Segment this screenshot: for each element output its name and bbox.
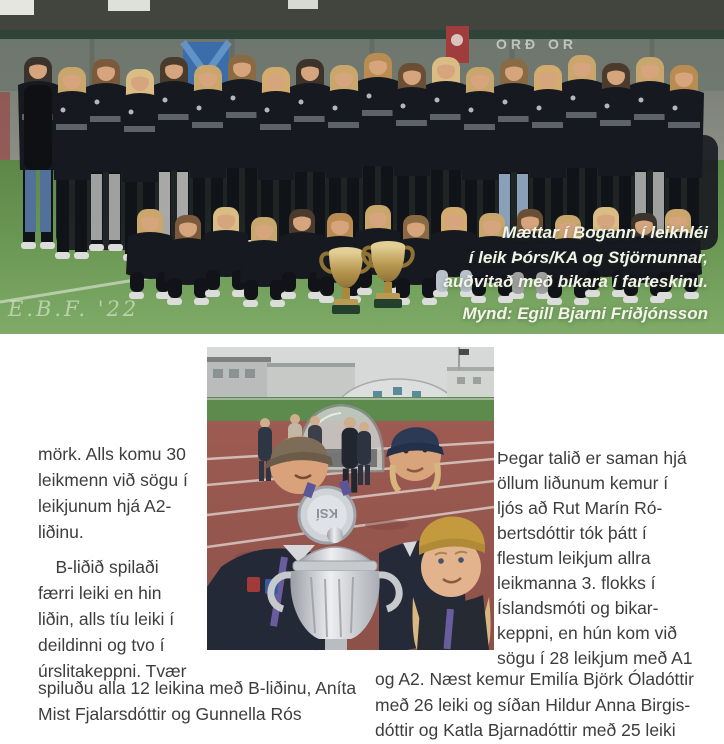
- text-line: leikmenn við sögu í: [38, 470, 188, 490]
- right-text-column: [497, 446, 717, 671]
- text-line: deildinni og tvo í: [38, 635, 165, 655]
- text-line: úrslitakeppni. Tvær: [38, 661, 187, 681]
- text-line: Mættar í Bogann í leikhléi: [502, 223, 708, 242]
- text-line: færri leiki en hin: [38, 583, 162, 603]
- coaches-selfie-photo: [207, 347, 494, 650]
- text-line: leikjunum hjá A2-: [38, 496, 172, 516]
- text-line: sögu í 28 leikjum með A1: [497, 648, 693, 668]
- text-line: dóttir og Katla Bjarnadóttir með 25 leiki: [375, 720, 676, 740]
- wall-sign-text: [496, 36, 577, 52]
- text-line: B-liðið spilaði: [38, 557, 159, 577]
- photographer-watermark: E.B.F. '22: [8, 297, 140, 321]
- text-line: Íslandsmóti og bikar-: [497, 598, 659, 618]
- medal-text: KSÍ: [316, 506, 338, 521]
- text-line: flestum leikjum allra: [497, 548, 651, 568]
- selfie-photo-graphic: [207, 347, 494, 650]
- team-photo: [0, 0, 724, 334]
- caption-lines: [443, 221, 708, 295]
- text-line: keppni, en hún kom við: [497, 623, 677, 643]
- text-line: bertsdóttir tók þátt í: [497, 523, 647, 543]
- text-line: öllum liðunum kemur í: [497, 473, 669, 493]
- text-line: með 26 leiki og síðan Hildur Anna Birgis-: [375, 694, 691, 715]
- text-line: ljós að Rut Marín Ró-: [497, 498, 663, 518]
- left-paragraph-1: [38, 441, 210, 545]
- svg-text:ORÐ: ORÐ: [496, 36, 540, 52]
- text-line: og A2. Næst kemur Emilía Björk Óladóttir: [375, 669, 694, 689]
- photo-credit: Mynd: Egill Bjarni Friðjónsson: [462, 303, 708, 323]
- text-line: mörk. Alls komu 30: [38, 444, 186, 464]
- left-paragraph-2: [38, 554, 210, 684]
- text-line: leikmanna 3. flokks í: [497, 573, 656, 593]
- text-line: auðvitað með bikara í farteskinu.: [443, 272, 708, 291]
- left-wide-text: [38, 676, 388, 727]
- right-wide-text: [375, 667, 717, 744]
- photo-caption: [443, 221, 708, 326]
- text-line: spiluðu alla 12 leikina með B-liðinu, Aníta: [38, 678, 357, 698]
- text-line: liðin, alls tíu leiki í: [38, 609, 175, 629]
- text-line: í leik Þórs/KA og Stjörnunnar,: [468, 247, 708, 267]
- text-line: Þegar talið er saman hjá: [497, 448, 687, 468]
- left-text-column: [38, 441, 210, 684]
- text-line: Mist Fjalarsdóttir og Gunnella Rós: [38, 703, 302, 724]
- text-line: liðinu.: [38, 522, 84, 542]
- svg-text:OR: OR: [548, 36, 577, 52]
